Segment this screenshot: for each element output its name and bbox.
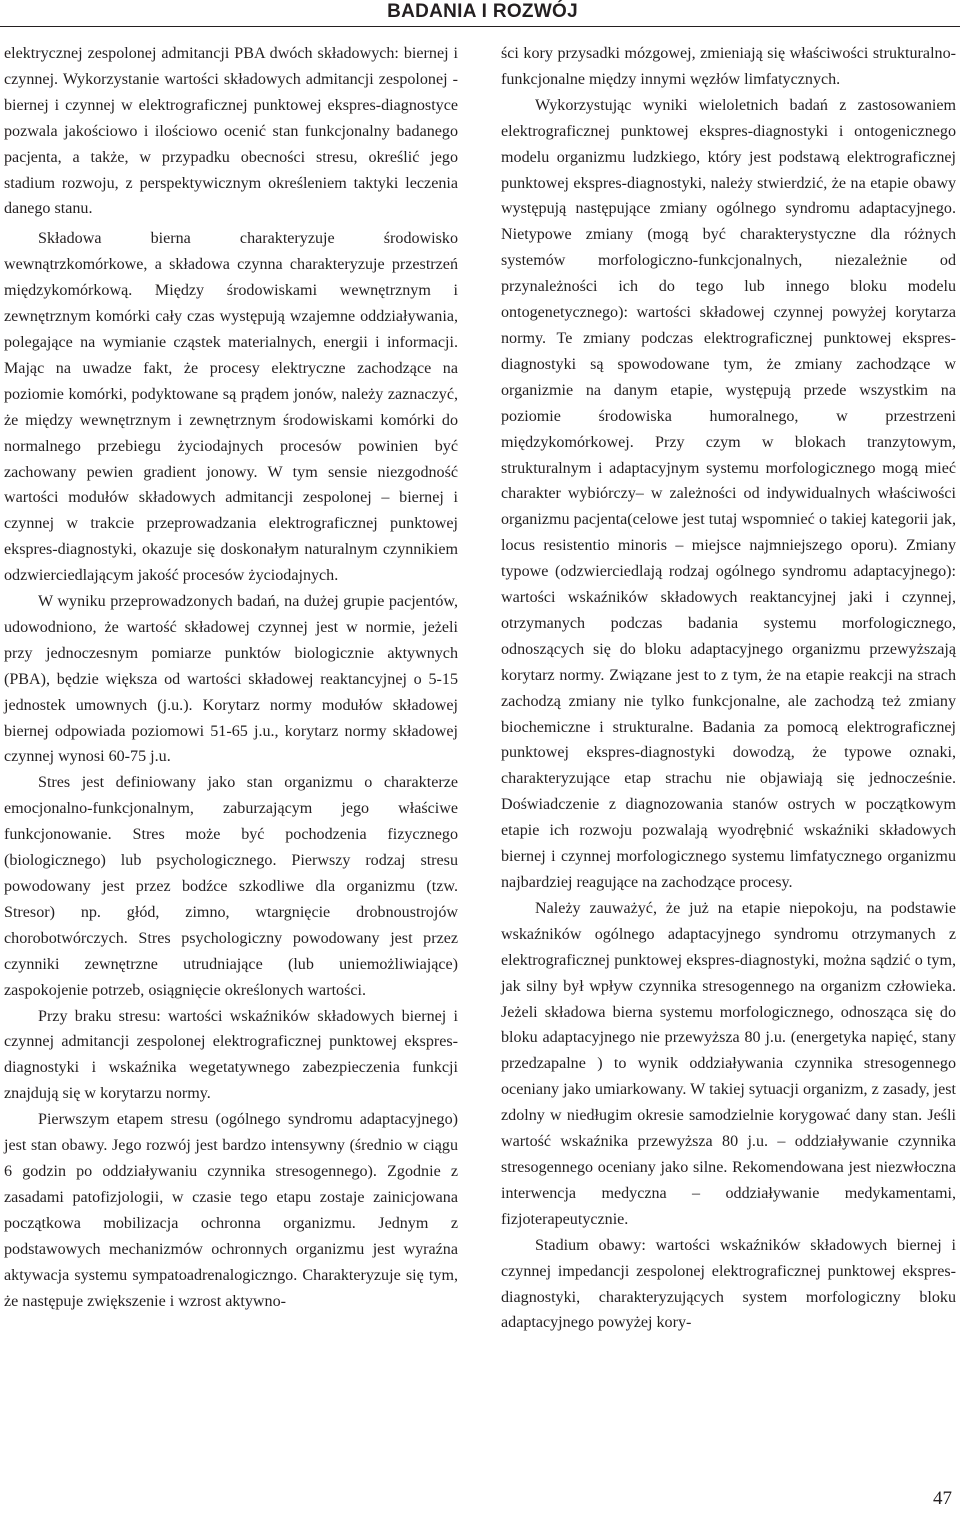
paragraph: elektrycznej zespolonej admitancji PBA dwóch składowych: biernej i czynnej. Wykorzystanie wartości składowych admitancji zespolonej - biernej i czynnej w elektrograficznej punktowej ekspres-diagnostyce pozwala jakościowo i ilościowo ocenić stan funkcjonalny badanego pacjenta, a także, w przypadku obecności stresu, określić jego stadium rozwoju, z perspektywicznym określeniem taktyki leczenia danego stanu. — [4, 45, 458, 218]
left-column — [4, 41, 458, 1314]
paragraph: Stadium obawy: wartości wskaźników składowych biernej i czynnej impedancji zespolonej elektrograficznej punktowej ekspres-diagnostyki, charakteryzujących system morfologiczny bloku adaptacyjnego powyżej kory- — [501, 1236, 956, 1332]
right-column — [501, 41, 956, 1336]
page-header — [0, 0, 960, 27]
paragraph: W wyniku przeprowadzonych badań, na dużej grupie pacjentów, udowodniono, że wartość składowej czynnej jest w normie, jeżeli przy jednoczesnym pomiarze punktów biologicznie aktywnych (PBA), będzie większa od wartości składowej reaktancyjnej o 5-15 jednostek umownych (j.u.). Korytarz normy modułów składowej biernej odpowiada poziomowi 51-65 j.u., korytarz normy składowej czynnej wynosi 60-75 j.u. — [4, 593, 458, 766]
page-number: 47 — [933, 1488, 952, 1509]
paragraph: Przy braku stresu: wartości wskaźników składowych biernej i czynnej admitancji zespolonej elektrograficznej punktowej ekspres-diagnostyki i wskaźnika wegetatywnego zabezpieczenia funkcji znajdują się w korytarzu normy. — [4, 1007, 458, 1103]
paragraph: Stres jest definiowany jako stan organizmu o charakterze emocjonalno-funkcjonalnym, zaburzającym jego właściwe funkcjonowanie. Stres może być pochodzenia fizycznego (biologicznego) lub psychologicznego. Pierwszy rodzaj stresu powodowany jest przez bodźce szkodliwe dla organizmu (tzw. Stresor) np. głód, zimno, wtargnięcie drobnoustrojów chorobotwórczych. Stres psychologiczny powodowany jest przez czynniki zewnętrzne utrudniające (lub uniemożliwiające) zaspokojenie potrzeb, osiągnięcie określonych wartości. — [4, 774, 458, 999]
paragraph: Wykorzystując wyniki wieloletnich badań z zastosowaniem elektrograficznej punktowej ekspres-diagnostyki i ontogenicznego modelu organizmu ludzkiego, który jest podstawą elektrograficznej punktowej ekspres-diagnostyki, należy stwierdzić, że na etapie obawy występują następujące zmiany ogólnego syndromu adaptacyjnego. Nietypowe zmiany (mogą być charakterystyczne dla różnych systemów morfologiczno-funkcjonalnych, niezależnie od przynależności ich do tego lub innego bloku modelu ontogenetycznego): wartości składowej czynnej powyżej korytarza normy. Te zmiany podczas elektrograficznej punktowej ekspres-diagnostyki są spowodowane tym, że zmiany zachodzące w organizmie na danym etapie, występują przede wszystkim na poziomie środowiska humoralnego, w przestrzeni międzykomórkowej. Przy czym w blokach tranzytowym, strukturalnym i adaptacyjnym systemu morfologicznego mogą mieć charakter wybiórczy– w zależności od indywidualnych właściwości organizmu pacjenta(celowe jest tutaj wspomnieć o takiej kategorii jak, locus resistentio minoris – miejsce najmniejszego oporu). Zmiany typowe (odzwierciedlają rodzaj ogólnego syndromu adaptacyjnego): wartości wskaźników składowych reaktancyjnej jaki i czynnej, otrzymanych podczas badania systemu morfologicznego, odnoszących się do bloku adaptacyjnego organizmu przewyższają korytarz normy. Związane jest to z tym, że na etapie reakcji na strach zachodzą zmiany nie tylko funkcjonalne, ale zachodzą też zmiany biochemiczne i strukturalne. Badania za pomocą elektrograficznej punktowej ekspres-diagnostyki dowodzą, że typowe oznaki, charakteryzujące etap strachu nie objawiają się jednocześnie. Doświadczenie z diagnozowania stanów ostrych w początkowym etapie ich rozwoju pozwalają wyodrębnić wskaźniki składowych biernej i czynnej morfologicznego systemu limfatycznego organizmu najbardziej reagujące na zachodzące procesy. — [501, 96, 956, 891]
section-title: BADANIA I ROZWÓJ — [387, 1, 578, 22]
paragraph: ści kory przysadki mózgowej, zmieniają się właściwości strukturalno-funkcjonalne między innymi węzłów limfatycznych. — [501, 45, 956, 88]
paragraph: Pierwszym etapem stresu (ogólnego syndromu adaptacyjnego) jest stan obawy. Jego rozwój jest bardzo intensywny (średnio w ciągu 6 godzin po oddziaływaniu czynnika stresogennego). Zgodnie z zasadami patofizjologii, w czasie tego etapu zostaje zainicjowana początkowa mobilizacja ochronna organizmu. Jednym z podstawowych mechanizmów ochronnych organizmu jest wyraźna aktywacja systemu sympatoadrenalogiczngo. Charakteryzuje się tym, że następuje zwiększenie i wzrost aktywno- — [4, 1111, 458, 1310]
paragraph: Składowa bierna charakteryzuje środowisko wewnątrzkomórkowe, a składowa czynna charakteryzuje przestrzeń międzykomórkową. Między środowiskami wewnętrznym i zewnętrznym komórki cały czas występują wzajemne oddziaływania, polegające na wymianie cząstek materialnych, energii i informacji. Mając na uwadze fakt, że procesy elektryczne zachodzące na poziomie komórki, podyktowane są prądem jonów, należy zaznaczyć, że między wewnętrznym i zewnętrznym środowiskami komórki do normalnego przebiegu życiodajnych procesów powinien być zachowany pewien gradient jonowy. W tym sensie niezgodność wartości modułów składowych admitancji zespolonej – biernej i czynnej w trakcie przeprowadzania elektrograficznej punktowej ekspres-diagnostyki, okazuje się doskonałym naturalnym czynnikiem odzwierciedlającym jakość procesów życiodajnych. — [4, 230, 458, 585]
paragraph: Należy zauważyć, że już na etapie niepokoju, na podstawie wskaźników ogólnego adaptacyjnego syndromu otrzymanych z elektrograficznej punktowej ekspres-diagnostyki, można sądzić o tym, jak silny był wpływ czynnika stresogennego na organizm człowieka. Jeżeli składowa bierna systemu morfologicznego, odnosząca się do bloku adaptacyjnego nie przewyższa 80 j.u. (energetyka napięć, stany przedzapalne ) to wynik oddziaływania czynnika stresogennego oceniany jako umiarkowany. W takiej sytuacji organizm, z zasady, jest zdolny w niedługim okresie samodzielnie korygować dany stan. Jeśli wartość wskaźnika przewyższa 80 j.u. – oddziaływanie czynnika stresogennego oceniany jako silne. Rekomendowana jest niezwłoczna interwencja medyczna – oddziaływanie medykamentami, fizjoterapeutycznie. — [501, 899, 956, 1228]
